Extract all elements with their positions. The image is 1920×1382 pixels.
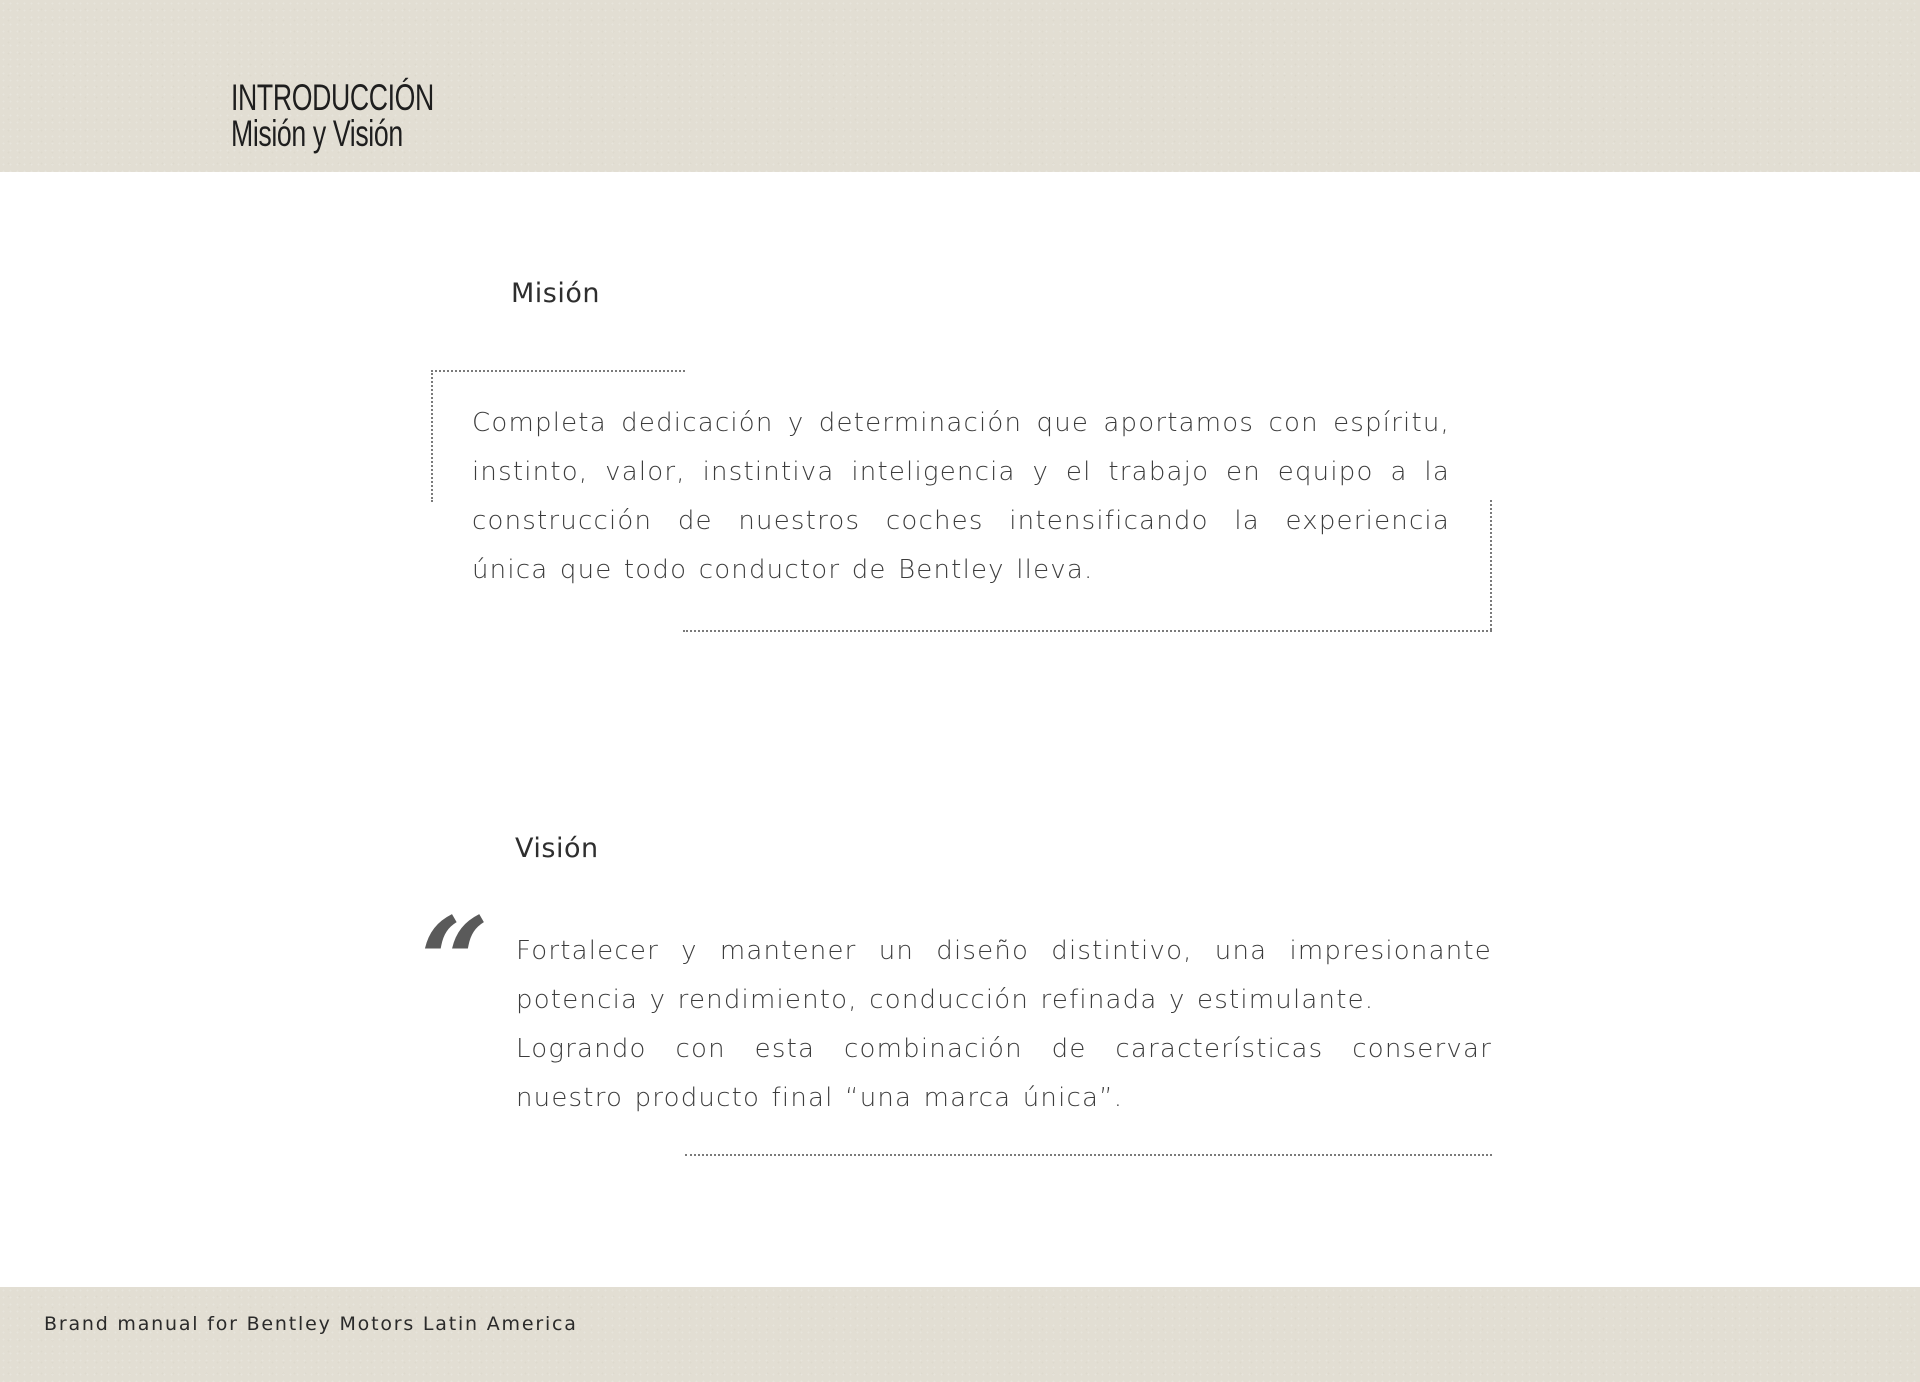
mision-text: Completa dedicación y determinación que aportamos con espíritu, instinto, valor, instintiva inteligencia y el trabajo en equipo a la construcción de nuestros coches intensificando la experiencia única que todo conductor de Bentley lleva. (472, 408, 1450, 585)
vision-heading: Visión (515, 833, 599, 864)
mision-frame-bottom (683, 630, 1492, 632)
vision-rule-bottom (685, 1154, 1492, 1156)
section-title: INTRODUCCIÓN (231, 77, 434, 118)
mision-heading: Misión (511, 278, 600, 309)
vision-text-paragraph-2: Logrando con esta combinación de características conservar nuestro producto final “una marca única”. (516, 1034, 1492, 1113)
vision-text-paragraph-1: Fortalecer y mantener un diseño distintivo, una impresionante potencia y rendimiento, conducción refinada y estimulante. (516, 936, 1492, 1015)
mision-frame-right (1490, 500, 1492, 630)
vision-text (516, 927, 1492, 1123)
mision-frame-left (431, 370, 433, 502)
section-subtitle: Misión y Visión (231, 113, 403, 154)
quote-mark-icon: “ (420, 891, 490, 1032)
mision-frame-top (431, 370, 685, 372)
footer-text: Brand manual for Bentley Motors Latin America (44, 1313, 578, 1335)
page-title (231, 77, 434, 154)
